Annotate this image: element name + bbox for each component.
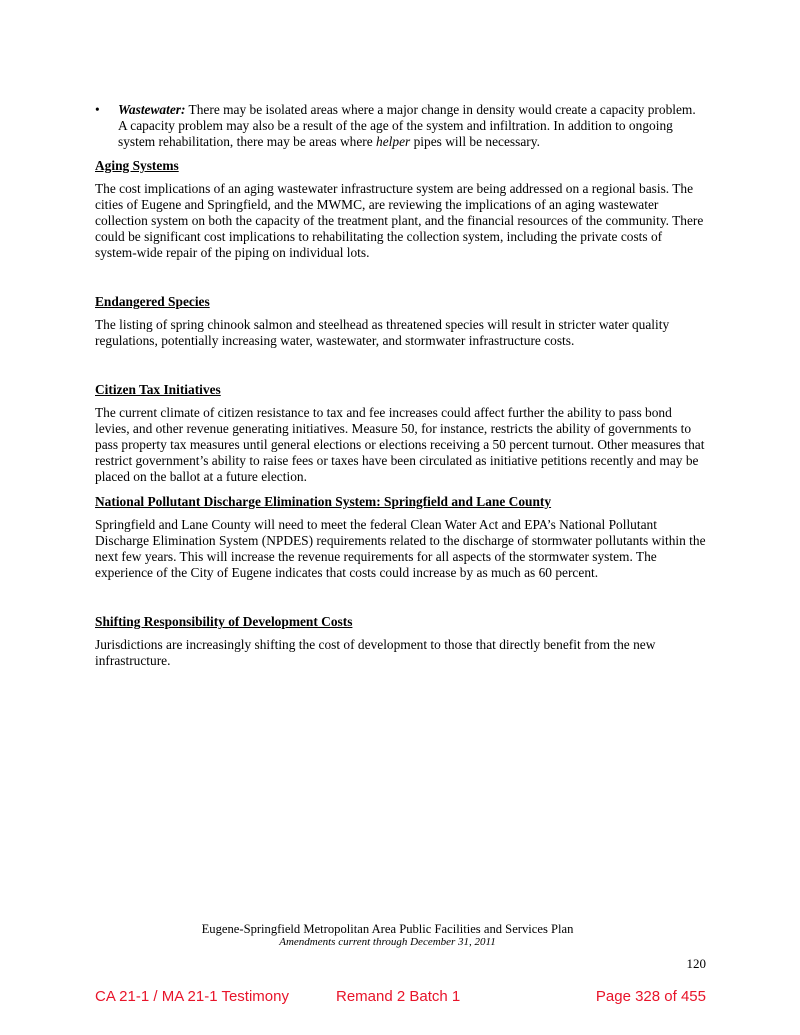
section-body: Jurisdictions are increasingly shifting the cost of development to those that directly benefit from the new infrastructure. (95, 637, 656, 668)
section-body: The cost implications of an aging wastewater infrastructure system are being addressed on a regional basis. The cities of Eugene and Springfield, and the MWMC, are reviewing the implications of an aging wastewater collection system on both the capacity of the treatment plant, and the financial resources of the community. There could be significant cost implications to rehabilitating the collection system, including the private costs of system-wide repair of the piping on individual lots. (95, 181, 704, 260)
bullet-term: Wastewater: (118, 102, 186, 117)
footer-subtitle: Amendments current through December 31, 2011 (279, 936, 496, 948)
section-aging-systems (95, 158, 707, 261)
bullet-text-emphasis: helper (376, 134, 411, 149)
bullet-symbol: • (95, 102, 100, 117)
bullet-text-part1: There may be isolated areas where a major change in density would create a capacity problem. A capacity problem may also be a result of the age of the system and infiltration. In addition to ongoing system rehabilitation, there may be areas where (118, 102, 696, 149)
section-heading: Citizen Tax Initiatives (95, 382, 221, 397)
document-body (95, 102, 707, 669)
section-citizen-tax-initiatives (95, 382, 707, 485)
section-body: The current climate of citizen resistance to tax and fee increases could affect further the ability to pass bond levies, and other revenue generating initiatives. Measure 50, for instance, restricts the ability of governments to pass property tax measures until general elections or elections receiving a 50 percent turnout. Other measures that restrict government’s ability to raise fees or taxes have been circulated as initiative petitions recently and may be placed on the ballot at a future election. (95, 405, 705, 484)
bullet-text-part2: pipes will be necessary. (410, 134, 540, 149)
page-number: 120 (686, 956, 706, 971)
section-heading: Aging Systems (95, 158, 179, 173)
section-heading: Shifting Responsibility of Development Costs (95, 614, 353, 629)
section-npdes (95, 494, 707, 581)
section-shifting-responsibility (95, 614, 707, 669)
wastewater-bullet (95, 102, 707, 150)
section-body: Springfield and Lane County will need to meet the federal Clean Water Act and EPA’s National Pollutant Discharge Elimination System (NPDES) requirements related to the discharge of stormwater pollutants within the next few years. This will increase the revenue requirements for all aspects of the stormwater system. The experience of the City of Eugene indicates that costs could increase by as much as 60 percent. (95, 517, 706, 580)
section-heading: National Pollutant Discharge Elimination System: Springfield and Lane County (95, 494, 552, 509)
section-body: The listing of spring chinook salmon and steelhead as threatened species will result in stricter water quality regulations, potentially increasing water, wastewater, and stormwater infrastructure costs. (95, 317, 670, 348)
batch-stamp: Remand 2 Batch 1 (336, 988, 461, 1005)
footer-title: Eugene-Springfield Metropolitan Area Public Facilities and Services Plan (201, 922, 574, 936)
testimony-stamp: CA 21-1 / MA 21-1 Testimony (95, 988, 289, 1005)
section-endangered-species (95, 294, 707, 349)
section-heading: Endangered Species (95, 294, 210, 309)
page-count-stamp: Page 328 of 455 (595, 988, 706, 1005)
